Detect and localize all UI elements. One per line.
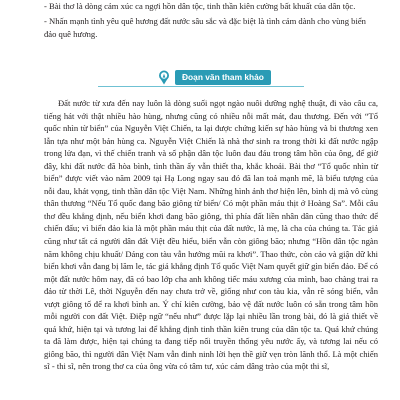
pin-icon [156, 69, 172, 85]
objectives-list [44, 0, 378, 43]
reference-paragraph-block [44, 97, 378, 373]
list-item: - Bài thơ là dòng cảm xúc ca ngợi hồn dân tộc, tinh thần kiên cường bất khuất của dân tộc. [44, 1, 356, 11]
section-title: Đoạn văn tham khảo [175, 70, 271, 85]
paragraph: Đất nước từ xưa đến nay luôn là dòng suối ngọt ngào nuôi dưỡng nghệ thuật, đi vào câu ca, tiếng hát với thật nhiều hào hùng, nhưng cũng có nhiều nỗi mất mát, đau thương. Đến với “Tổ quốc nhìn từ biển” của Nguyễn Việt Chiến, ta lại được chứng kiến sự hào hùng và bi thương xen lẫn tựa như một bản hùng ca. Nguyễn Việt Chiến là nhà thơ sinh ra trong thời kì đất nước ngập trong lửa đạn, vì thế chiến tranh và số phận dân tộc luôn đau đáu trong tâm hồn của ông, để giờ đây, khi đất nước đã hòa bình, tình thần ấy vẫn thiết tha, khắc khoải. Bài thơ “Tổ quốc nhìn từ biển” được viết vào năm 2009 tại Hạ Long ngay sau đó đã lan toả mạnh mẽ, là biểu tượng của nỗi đau, khát vọng, tinh thần dân tộc Việt Nam. Những hình ảnh thơ hiện lên, bình dị mà vô cùng thân thương “Nếu Tổ quốc đang bão giông từ biển/ Có một phần máu thịt ở Hoàng Sa”. Mỗi câu thơ đều khẳng định, nếu biển khơi đang bão giông, thì phía đất liền nhân dân cũng thao thức để chiến đấu; vì biển đảo kia là một phần máu thịt của đất nước, là mẹ, là cha của chúng ta. Tác giả cũng như tất cả người dân đất Việt đều hiểu, biển vẫn còn giông bão; nhưng “Hồn dân tộc ngàn năm không chịu khuất/ Dáng con tàu vẫn hướng mũi ra khơi”. Thao thức, còn cảo và giận dữ khi biển khơi vẫn đang bị lăm le, tác giả khẳng định Tổ quốc Việt Nam quyết giữ gìn biển đảo. Để có một đất nước hôm nay, đã có bao lớp cha anh không tiếc máu xương của mình, bao chàng trai ra đảo từ thời Lê, thời Nguyễn đến nay chưa trở về, giống như con tàu kia, vẫn rẽ sóng biển, vẫn vượt giông tố để ra khơi bình an. Ý chí kiên cường, bảo vệ đất nước luôn có sẵn trong tâm hồn mỗi người con đất Việt. Điệp ngữ “nếu như” được lặp lại nhiều lần trong bài, đó là giả thiết về quá khứ, hiện tại và tương lai để khẳng định tinh thần kiên trung của dân tộc ta. Quá khứ chúng ta đã làm được, hiện tại chúng ta đang tiếp nối truyền thống yêu nước ấy, và tương lai nếu có giông bão, thì người dân Việt Nam vẫn đinh ninh lời hẹn thề giữ vẹn tròn lãnh thổ. Là một chiến sĩ - thi sĩ, nên trong thơ ca của ông vừa có tâm tư, xúc cảm dâng trào của một thi sĩ, [44, 98, 378, 372]
section-heading [0, 66, 400, 90]
list-item: - Nhấn mạnh tình yêu quê hương đất nước sâu sắc và đặc biệt là tình cảm dành cho vùng biển đảo quê hương. [44, 16, 366, 39]
heading-divider [98, 86, 304, 87]
